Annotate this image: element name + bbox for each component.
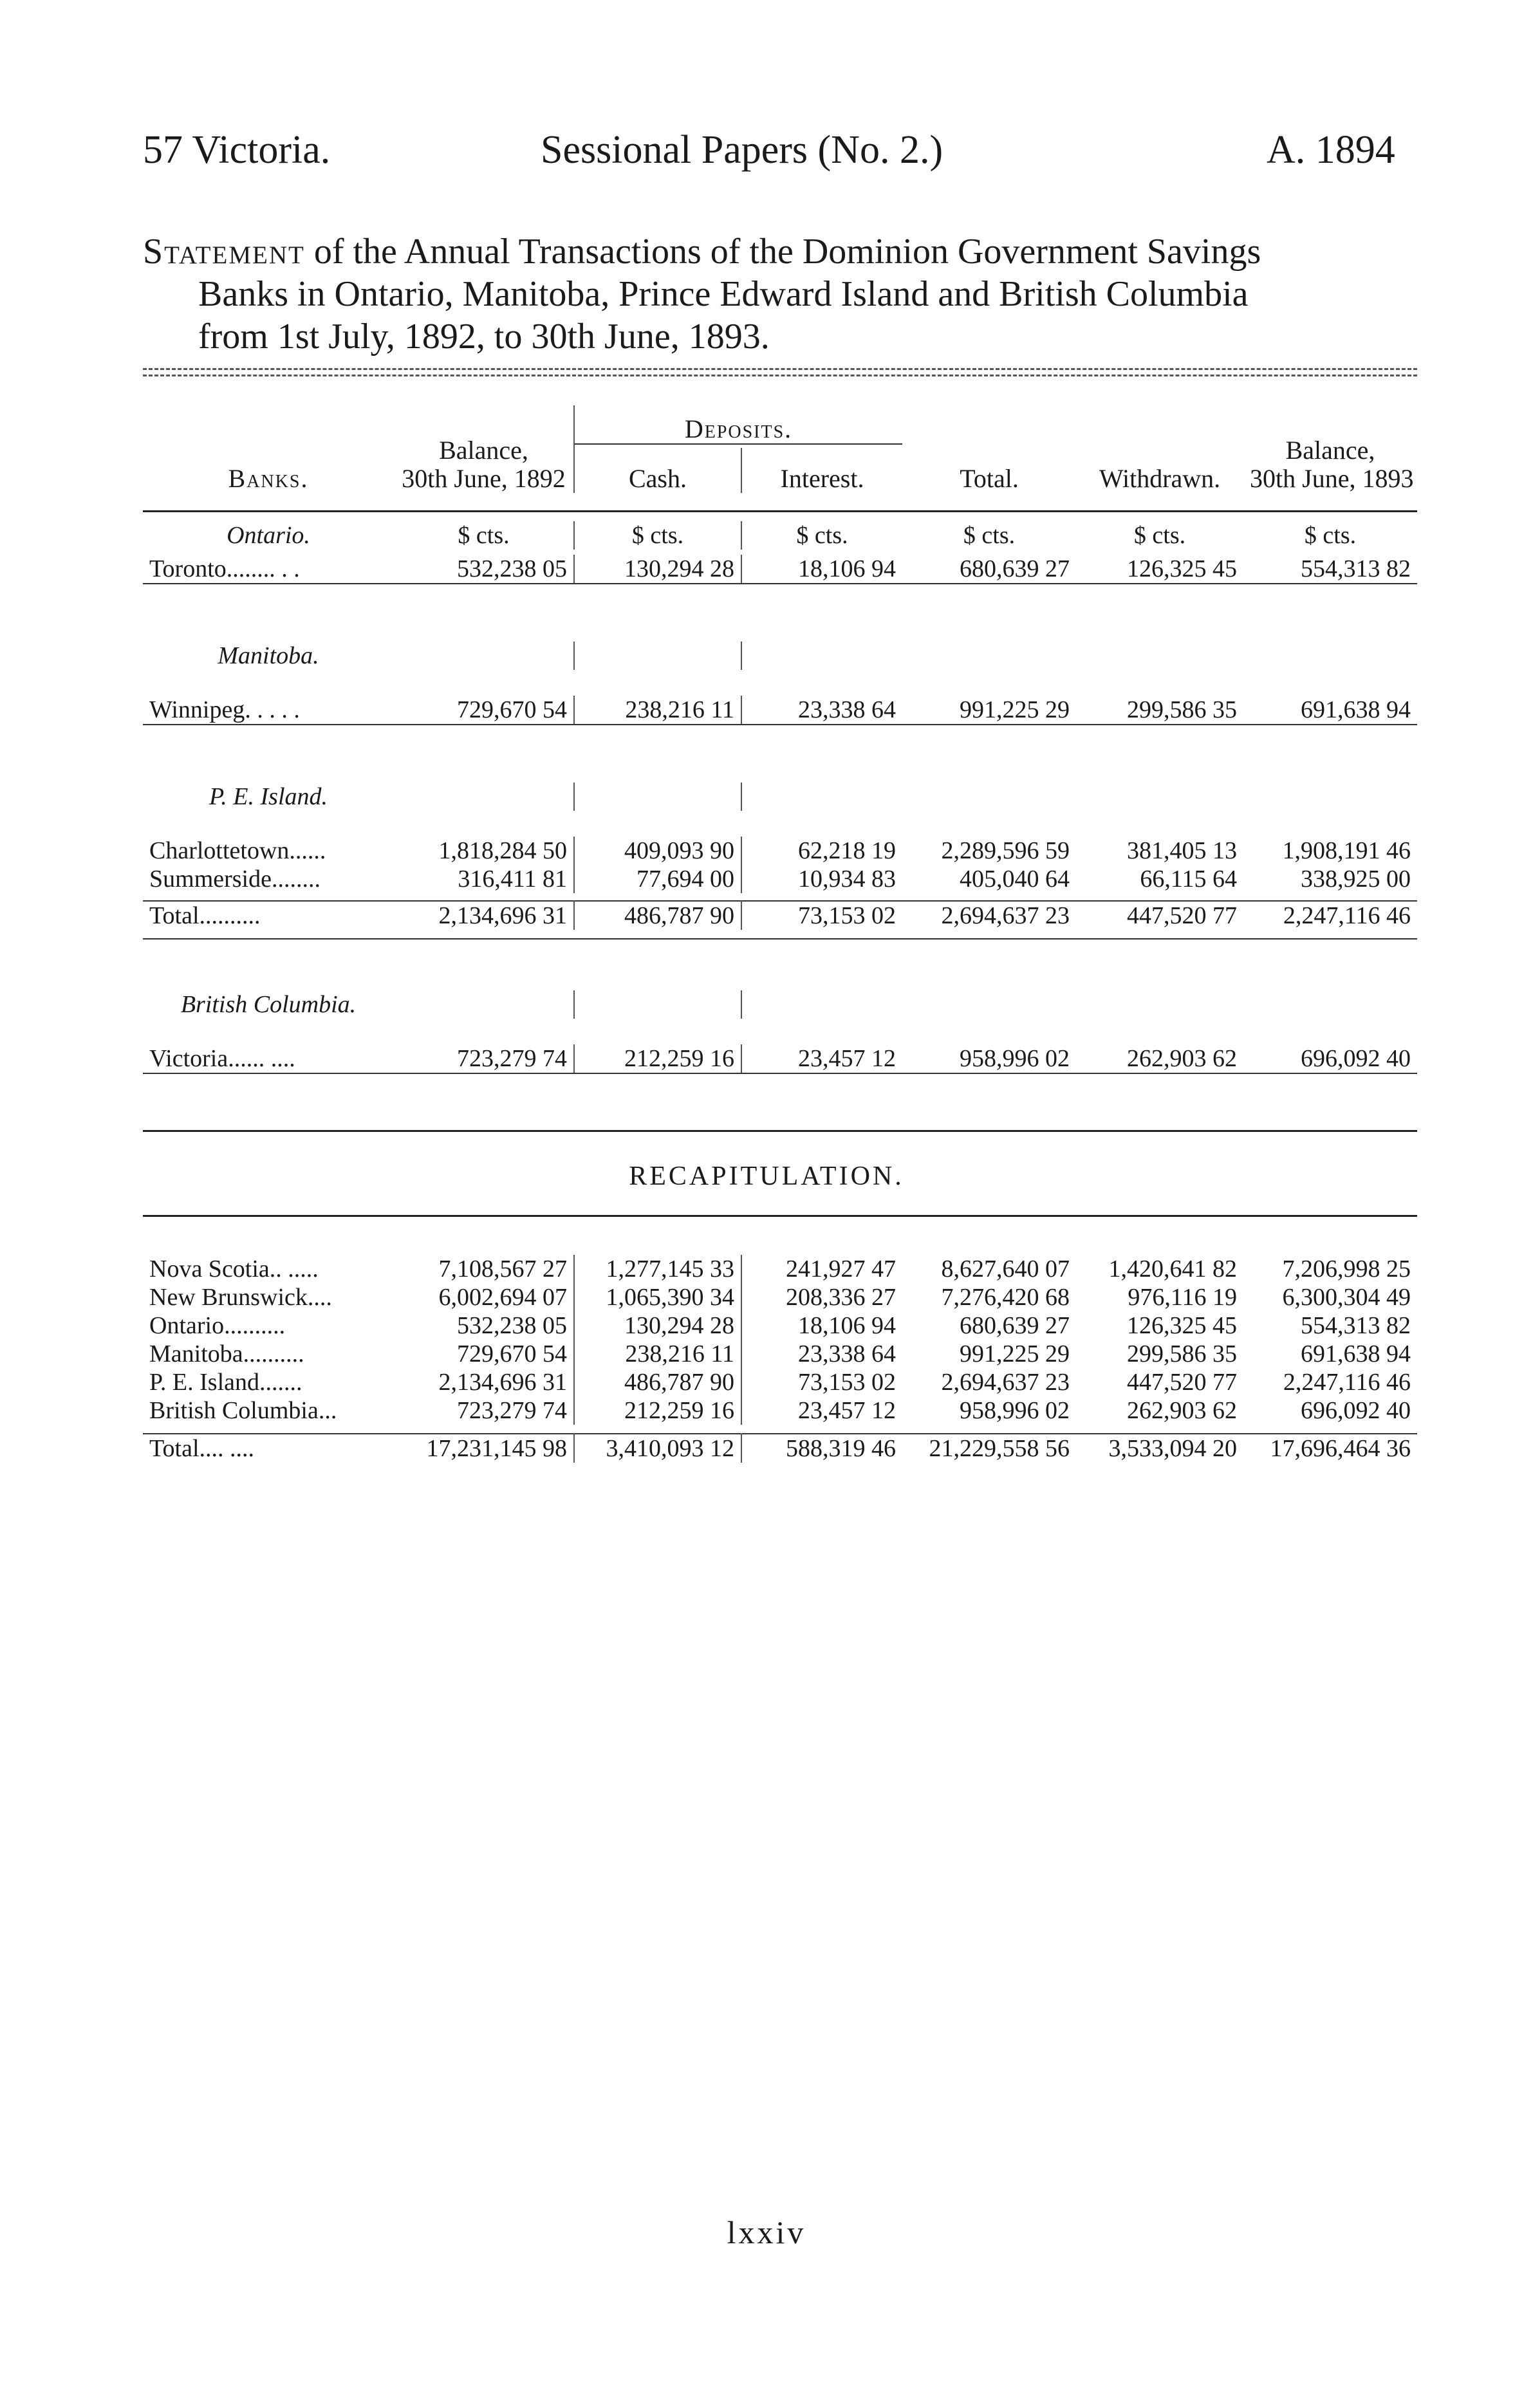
bank-label: Ontario [149,1312,225,1339]
bank-label: Nova Scotia [149,1255,270,1283]
cash-cell: 212,259 16 [574,1396,741,1425]
withdrawn-cell: 262,903 62 [1127,1397,1237,1424]
withdrawn-cell: 976,116 19 [1128,1284,1237,1311]
dot-leader: ...... [265,1369,302,1396]
table-row [143,1368,1417,1396]
table-row [143,1311,1417,1340]
balance-1892-cell: 723,279 74 [394,1396,574,1425]
total-cell: 2,289,596 59 [941,837,1070,864]
interest-cell: 62,218 19 [798,837,897,864]
bank-label: P. E. Island. [149,1369,266,1396]
title-line-2: Banks in Ontario, Manitoba, Prince Edward Island and British Columbia [198,274,1249,314]
unit-label: $ cts. [1304,522,1357,549]
withdrawn-cell: 299,586 35 [1076,696,1243,725]
withdrawn-cell: 1,420,641 82 [1108,1255,1237,1283]
dot-leader: . . . . . [245,696,300,723]
running-header-session: 57 Victoria. [143,128,331,172]
dot-leader: .... .... [199,1435,255,1462]
unit-label: $ cts. [574,521,741,550]
interest-cell: 73,153 02 [741,901,902,930]
bank-label: Manitoba [149,1340,243,1367]
recap-table [143,1255,1417,1469]
bank-name [143,1283,394,1311]
bank-name [143,1396,394,1425]
unit-label: $ cts. [796,522,848,549]
bank-label: Charlottetown [149,837,290,864]
balance-1892-cell: 532,238 05 [394,1311,574,1340]
cash-cell: 130,294 28 [574,1311,741,1340]
statement-table [143,405,1417,1131]
balance-1893-cell: 554,313 82 [1301,1312,1411,1339]
bank-name [143,1368,394,1396]
dot-leader: .......... [199,902,261,929]
province-heading [143,783,1417,811]
balance-1893-cell: 691,638 94 [1301,1340,1411,1367]
title-rule-top [143,368,1417,370]
table-end-rule [143,1130,1417,1132]
title-line-3: from 1st July, 1892, to 30th June, 1893. [198,317,770,357]
cash-cell: 1,277,145 33 [574,1255,741,1283]
table-row [143,837,1417,865]
title-rule-bottom [143,375,1417,376]
recap-title: RECAPITULATION. [629,1162,904,1191]
balance-1893-cell: 696,092 40 [1243,1044,1417,1073]
total-cell: 680,639 27 [902,555,1076,584]
balance-1893-cell: 6,300,304 49 [1282,1284,1411,1311]
table-row [143,1255,1417,1283]
province-name: British Columbia. [180,991,357,1018]
balance-1892-cell: 6,002,694 07 [394,1283,574,1311]
balance-1892-cell: 1,818,284 50 [394,837,574,865]
cash-cell: 486,787 90 [574,901,741,930]
bank-name [143,1255,394,1283]
balance-1892-cell: 2,134,696 31 [394,901,574,930]
balance-1893-cell: 554,313 82 [1243,555,1417,584]
bank-name [143,865,394,893]
dot-leader: .. ..... [269,1255,319,1283]
bank-label: British Columbia [149,1397,319,1424]
interest-cell: 73,153 02 [798,1369,896,1396]
province-heading [143,642,1417,670]
bank-label: Summerside [149,866,272,893]
bank-name [143,1434,394,1463]
col-header-interest: Interest. [780,464,864,493]
dot-leader: ... [318,1397,337,1424]
balance-1892-cell: 532,238 05 [394,555,574,584]
unit-label: $ cts. [394,521,574,550]
table-row [143,696,1417,725]
bank-name [143,1311,394,1340]
dot-leader: .......... [243,1340,304,1367]
cash-cell: 3,410,093 12 [574,1434,741,1463]
interest-cell: 18,106 94 [741,555,902,584]
bank-name [143,696,394,725]
cash-cell: 1,065,390 34 [574,1283,741,1311]
withdrawn-cell: 262,903 62 [1076,1044,1243,1073]
statement-title [143,230,1417,358]
interest-cell: 241,927 47 [786,1255,896,1283]
title-line-1: of the Annual Transactions of the Dominion Government Savings [304,232,1261,272]
balance-1892-cell: 316,411 81 [394,865,574,893]
table-row [143,555,1417,584]
bank-name [143,837,394,865]
withdrawn-cell: 299,586 35 [1127,1340,1237,1367]
balance-1892-cell: 7,108,567 27 [394,1255,574,1283]
withdrawn-cell: 126,325 45 [1127,1312,1237,1339]
bank-name [143,1340,394,1368]
col-header-deposits: Deposits. [684,414,793,443]
dot-leader: .......... [224,1312,286,1339]
province-name: P. E. Island. [209,783,328,810]
cash-cell: 77,694 00 [574,865,741,893]
page-number: lxxiv [727,2214,806,2250]
bank-label: Toronto [149,555,227,582]
withdrawn-cell: 3,533,094 20 [1076,1434,1243,1463]
total-cell: 680,639 27 [960,1312,1070,1339]
bank-name [143,901,394,930]
province-heading [143,990,1417,1019]
withdrawn-cell: 126,325 45 [1076,555,1243,584]
bank-name [143,555,394,584]
col-header-cash: Cash. [574,448,741,493]
total-cell: 21,229,558 56 [902,1434,1076,1463]
table-row [143,865,1417,893]
balance-1893-cell: 17,696,464 36 [1243,1434,1417,1463]
cash-cell: 238,216 11 [574,1340,741,1368]
total-cell: 958,996 02 [902,1044,1076,1073]
total-cell: 8,627,640 07 [941,1255,1070,1283]
dot-leader: ...... [289,837,326,864]
balance-1892-cell: 729,670 54 [394,696,574,725]
running-header-year: A. 1894 [1267,128,1395,172]
province-heading [143,521,1417,550]
withdrawn-cell: 66,115 64 [1140,866,1238,893]
dot-leader: ........ [271,866,321,893]
recap-rule-top [143,1215,1417,1217]
bank-label: Total [149,1435,200,1462]
province-name: Manitoba. [218,642,319,669]
interest-cell: 18,106 94 [798,1312,896,1339]
interest-cell: 10,934 83 [798,866,897,893]
dot-leader: ...... .... [228,1045,295,1072]
interest-cell: 208,336 27 [786,1284,896,1311]
running-header-papers: Sessional Papers (No. 2.) [541,128,943,172]
cash-cell: 238,216 11 [574,696,741,725]
balance-1892-cell: 17,231,145 98 [394,1434,574,1463]
balance-1893-cell: 696,092 40 [1301,1397,1411,1424]
total-cell: 7,276,420 68 [941,1284,1070,1311]
total-cell: 958,996 02 [960,1397,1070,1424]
total-cell: 2,694,637 23 [902,901,1076,930]
cash-cell: 212,259 16 [574,1044,741,1073]
total-cell: 991,225 29 [902,696,1076,725]
col-header-withdrawn: Withdrawn. [1099,464,1221,493]
table-row [143,1044,1417,1073]
balance-1893-cell: 2,247,116 46 [1243,901,1417,930]
title-lead: Statement [143,232,305,272]
col-header-balance-1892: Balance, 30th June, 1892 [394,405,574,493]
cash-cell: 409,093 90 [574,837,741,865]
bank-label: Winnipeg [149,696,245,723]
total-cell: 991,225 29 [960,1340,1070,1367]
balance-1893-cell: 691,638 94 [1243,696,1417,725]
balance-1892-cell: 2,134,696 31 [394,1368,574,1396]
table-row [143,1434,1417,1463]
balance-1892-cell: 723,279 74 [394,1044,574,1073]
interest-cell: 23,457 12 [798,1397,896,1424]
table-row [143,1340,1417,1368]
unit-label: $ cts. [1133,522,1186,549]
bank-label: Victoria [149,1045,228,1072]
interest-cell: 23,457 12 [741,1044,902,1073]
balance-1893-cell: 2,247,116 46 [1283,1369,1411,1396]
interest-cell: 588,319 46 [741,1434,902,1463]
province-name: Ontario. [227,522,310,549]
dot-leader: .... [307,1284,332,1311]
bank-label: New Brunswick [149,1284,308,1311]
total-cell: 405,040 64 [960,866,1070,893]
cash-cell: 486,787 90 [574,1368,741,1396]
table-row [143,1396,1417,1425]
bank-label: Total [149,902,200,929]
interest-cell: 23,338 64 [741,696,902,725]
balance-1893-cell: 7,206,998 25 [1282,1255,1411,1283]
withdrawn-cell: 447,520 77 [1076,901,1243,930]
col-header-banks: Banks. [228,464,309,493]
withdrawn-cell: 381,405 13 [1127,837,1238,864]
bank-name [143,1044,394,1073]
table-row [143,1283,1417,1311]
table-row [143,901,1417,930]
dot-leader: ........ . . [226,555,300,582]
cash-cell: 130,294 28 [574,555,741,584]
withdrawn-cell: 447,520 77 [1127,1369,1237,1396]
unit-label: $ cts. [963,522,1016,549]
balance-1892-cell: 729,670 54 [394,1340,574,1368]
balance-1893-cell: 1,908,191 46 [1282,837,1411,864]
interest-cell: 23,338 64 [798,1340,896,1367]
balance-1893-cell: 338,925 00 [1301,866,1411,893]
col-header-balance-1893: Balance, 30th June, 1893 [1250,436,1414,493]
total-cell: 2,694,637 23 [941,1369,1070,1396]
col-header-total: Total. [960,464,1019,493]
